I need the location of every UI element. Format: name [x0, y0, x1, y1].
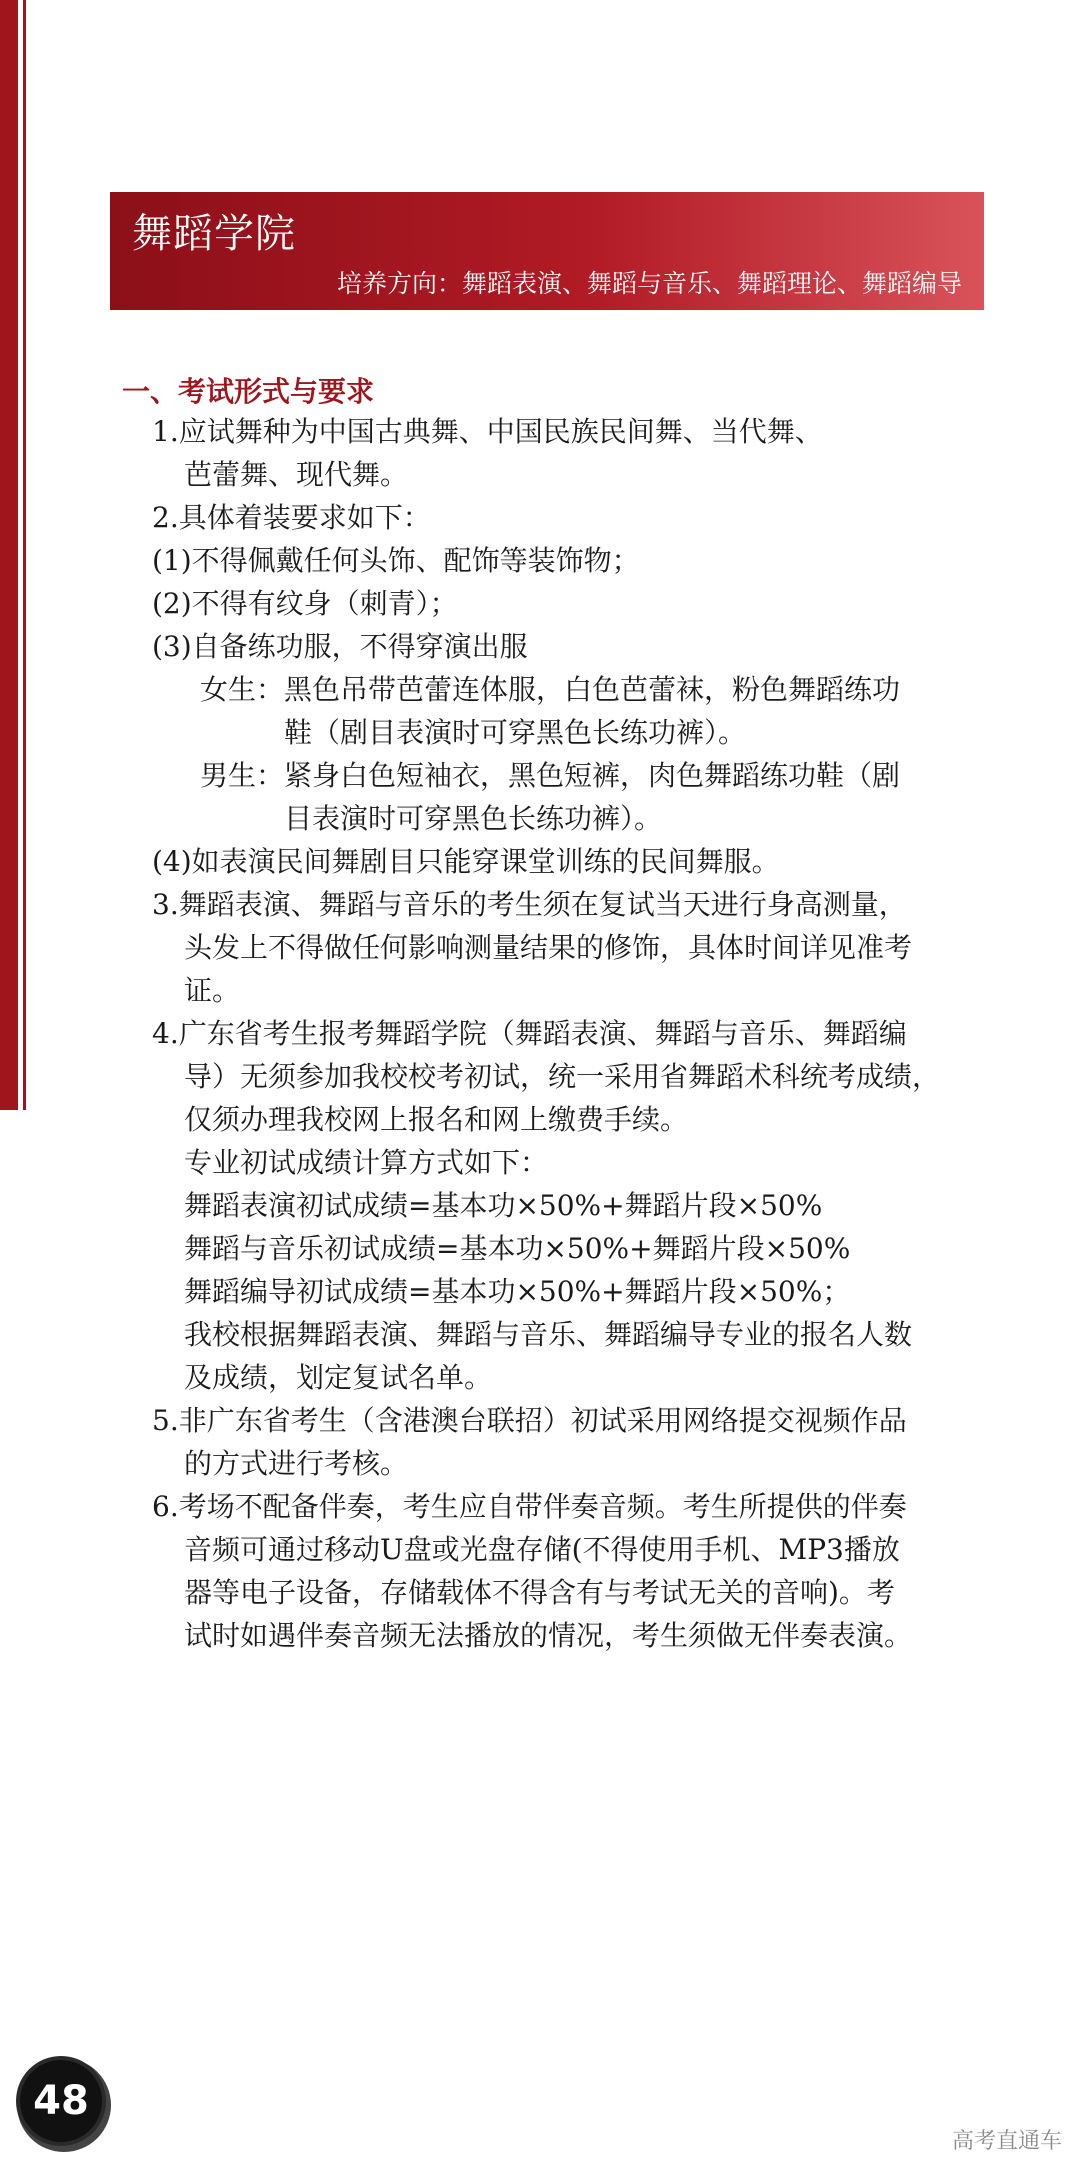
text-line: 及成绩，划定复试名单。 — [184, 1361, 493, 1394]
section-heading: 一、考试形式与要求 — [122, 375, 375, 408]
text-line: 4.广东省考生报考舞蹈学院（舞蹈表演、舞蹈与音乐、舞蹈编 — [152, 1017, 907, 1050]
text-line: 试时如遇伴奏音频无法播放的情况，考生须做无伴奏表演。 — [184, 1619, 913, 1652]
left-white-line — [18, 0, 23, 1110]
text-line: (2)不得有纹身（刺青）； — [152, 587, 458, 620]
text-line: 目表演时可穿黑色长练功裤）。 — [284, 802, 663, 835]
text-line: 的方式进行考核。 — [184, 1447, 409, 1480]
text-line: 舞蹈表演初试成绩=基本功×50%+舞蹈片段×50% — [184, 1189, 823, 1222]
page-number: 48 — [33, 2078, 89, 2124]
banner-title: 舞蹈学院 — [132, 211, 296, 257]
text-line: 专业初试成绩计算方式如下： — [184, 1146, 549, 1179]
text-line: 芭蕾舞、现代舞。 — [184, 458, 409, 491]
text-line: 证。 — [184, 974, 241, 1007]
text-line: 舞蹈与音乐初试成绩=基本功×50%+舞蹈片段×50% — [184, 1232, 851, 1265]
watermark-text: 高考直通车 — [951, 2129, 1062, 2154]
text-line: 器等电子设备，存储载体不得含有与考试无关的音响)。考 — [184, 1576, 895, 1609]
banner-subtitle: 培养方向：舞蹈表演、舞蹈与音乐、舞蹈理论、舞蹈编导 — [336, 269, 962, 298]
text-line: 2.具体着装要求如下： — [152, 501, 431, 534]
text-line: 6.考场不配备伴奏，考生应自带伴奏音频。考生所提供的伴奏 — [152, 1490, 907, 1523]
text-line: 音频可通过移动U盘或光盘存储(不得使用手机、MP3播放 — [184, 1533, 900, 1566]
text-line: 女生：黑色吊带芭蕾连体服，白色芭蕾袜，粉色舞蹈练功 — [200, 673, 901, 706]
text-line: 导）无须参加我校校考初试，统一采用省舞蹈术科统考成绩， — [184, 1060, 941, 1093]
text-line: (4)如表演民间舞剧目只能穿课堂训练的民间舞服。 — [152, 845, 780, 878]
text-line: 男生：紧身白色短袖衣，黑色短裤，肉色舞蹈练功鞋（剧 — [200, 759, 901, 792]
text-line: 3.舞蹈表演、舞蹈与音乐的考生须在复试当天进行身高测量， — [152, 888, 907, 921]
text-line: (1)不得佩戴任何头饰、配饰等装饰物； — [152, 544, 640, 577]
text-line: 鞋（剧目表演时可穿黑色长练功裤）。 — [284, 716, 747, 749]
text-line: 舞蹈编导初试成绩=基本功×50%+舞蹈片段×50%； — [184, 1275, 851, 1308]
text-line: 1.应试舞种为中国古典舞、中国民族民间舞、当代舞、 — [152, 415, 823, 448]
page-number-badge — [20, 2060, 102, 2142]
text-line: 5.非广东省考生（含港澳台联招）初试采用网络提交视频作品 — [152, 1404, 907, 1437]
text-line: 仅须办理我校网上报名和网上缴费手续。 — [184, 1103, 689, 1136]
text-line: (3)自备练功服，不得穿演出服 — [152, 630, 528, 663]
section-banner — [110, 192, 984, 310]
text-line: 我校根据舞蹈表演、舞蹈与音乐、舞蹈编导专业的报名人数 — [184, 1318, 913, 1351]
text-line: 头发上不得做任何影响测量结果的修饰，具体时间详见准考 — [184, 931, 913, 964]
